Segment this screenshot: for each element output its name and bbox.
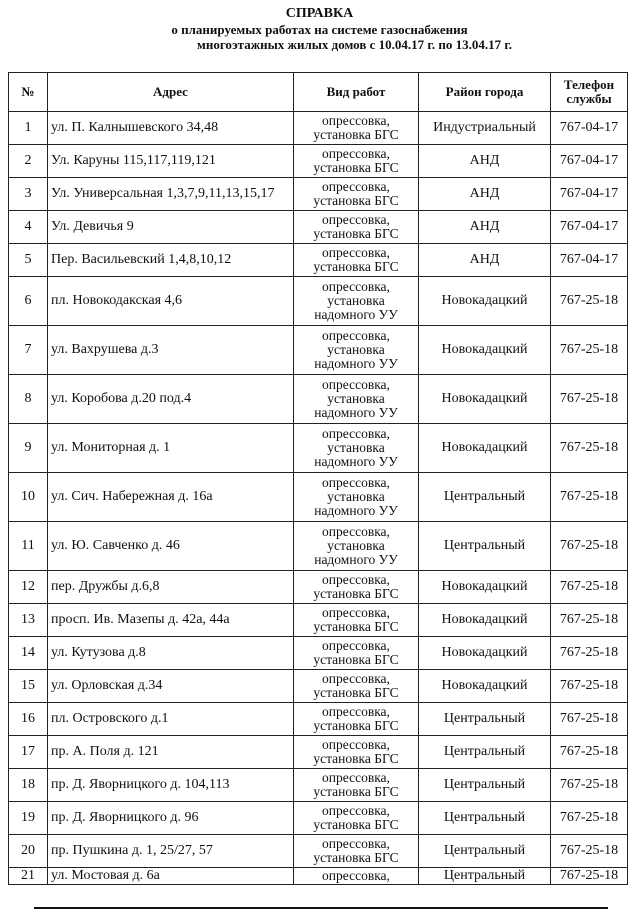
cell-district: Индустриальный	[419, 112, 551, 145]
cell-work	[294, 802, 419, 835]
cell-district: Новокадацкий	[419, 604, 551, 637]
header-phone-line2: службы	[566, 91, 612, 106]
cell-num: 12	[9, 571, 48, 604]
work-line: установка	[327, 391, 385, 406]
cell-work	[294, 604, 419, 637]
table-row	[9, 375, 628, 424]
header-num: №	[9, 73, 48, 112]
cell-address: Пер. Васильевский 1,4,8,10,12	[48, 244, 294, 277]
cell-phone: 767-25-18	[551, 835, 628, 868]
work-line: опрессовка,	[322, 868, 390, 883]
cell-address: ул. Мостовая д. 6а	[48, 868, 294, 885]
cell-num: 7	[9, 326, 48, 375]
work-line: надомного УУ	[314, 405, 398, 420]
cell-work	[294, 178, 419, 211]
cell-num: 14	[9, 637, 48, 670]
work-line: установка	[327, 342, 385, 357]
work-line: опрессовка,	[322, 803, 390, 818]
work-line: надомного УУ	[314, 356, 398, 371]
cell-address: пр. Д. Яворницкого д. 96	[48, 802, 294, 835]
cell-district: АНД	[419, 178, 551, 211]
work-line: установка БГС	[313, 784, 399, 799]
cell-num: 6	[9, 277, 48, 326]
table-row	[9, 424, 628, 473]
header-address: Адрес	[48, 73, 294, 112]
work-line: опрессовка,	[322, 605, 390, 620]
cell-district: Центральный	[419, 703, 551, 736]
cell-address: пр. А. Поля д. 121	[48, 736, 294, 769]
cell-district: Новокадацкий	[419, 326, 551, 375]
cell-district: Центральный	[419, 835, 551, 868]
cell-num: 13	[9, 604, 48, 637]
table-header-row	[9, 73, 628, 112]
cell-phone: 767-25-18	[551, 604, 628, 637]
cell-phone: 767-25-18	[551, 571, 628, 604]
cell-district: Центральный	[419, 769, 551, 802]
cell-district: Новокадацкий	[419, 637, 551, 670]
work-line: установка БГС	[313, 226, 399, 241]
cell-num: 2	[9, 145, 48, 178]
work-line: опрессовка,	[322, 377, 390, 392]
cell-num: 21	[9, 868, 48, 885]
cell-work	[294, 211, 419, 244]
cell-phone: 767-25-18	[551, 868, 628, 885]
work-line: опрессовка,	[322, 770, 390, 785]
cell-district: АНД	[419, 244, 551, 277]
cell-phone: 767-25-18	[551, 522, 628, 571]
work-line: установка БГС	[313, 850, 399, 865]
table-row	[9, 178, 628, 211]
table-row	[9, 244, 628, 277]
table-row	[9, 802, 628, 835]
cell-address: ул. Орловская д.34	[48, 670, 294, 703]
cell-work	[294, 868, 419, 885]
cell-num: 10	[9, 473, 48, 522]
cell-work	[294, 277, 419, 326]
work-line: опрессовка,	[322, 146, 390, 161]
cell-phone: 767-25-18	[551, 769, 628, 802]
work-line: установка БГС	[313, 160, 399, 175]
cell-address: Ул. Девичья 9	[48, 211, 294, 244]
cell-phone: 767-04-17	[551, 211, 628, 244]
table-row	[9, 277, 628, 326]
cell-phone: 767-04-17	[551, 244, 628, 277]
work-line: опрессовка,	[322, 113, 390, 128]
work-line: установка БГС	[313, 619, 399, 634]
work-line: опрессовка,	[322, 426, 390, 441]
cell-num: 19	[9, 802, 48, 835]
cell-work	[294, 637, 419, 670]
cell-phone: 767-25-18	[551, 326, 628, 375]
table-row	[9, 670, 628, 703]
table-body	[9, 112, 628, 885]
cell-num: 11	[9, 522, 48, 571]
cell-phone: 767-04-17	[551, 178, 628, 211]
work-line: установка	[327, 293, 385, 308]
work-line: установка БГС	[313, 652, 399, 667]
cell-phone: 767-25-18	[551, 736, 628, 769]
cell-num: 16	[9, 703, 48, 736]
cell-work	[294, 145, 419, 178]
cell-address: ул. Кутузова д.8	[48, 637, 294, 670]
cell-num: 17	[9, 736, 48, 769]
cell-address: ул. Сич. Набережная д. 16а	[48, 473, 294, 522]
cell-work	[294, 112, 419, 145]
cell-phone: 767-25-18	[551, 637, 628, 670]
table-row	[9, 145, 628, 178]
cell-num: 15	[9, 670, 48, 703]
cell-work	[294, 835, 419, 868]
cell-district: АНД	[419, 145, 551, 178]
work-line: опрессовка,	[322, 638, 390, 653]
table-row	[9, 769, 628, 802]
cell-num: 9	[9, 424, 48, 473]
work-line: опрессовка,	[322, 475, 390, 490]
cell-num: 4	[9, 211, 48, 244]
work-line: установка БГС	[313, 751, 399, 766]
cell-district: Новокадацкий	[419, 670, 551, 703]
cell-phone: 767-25-18	[551, 375, 628, 424]
document-subtitle: о планируемых работах на системе газоснабжения	[171, 22, 468, 37]
table-row	[9, 522, 628, 571]
cell-district: Новокадацкий	[419, 277, 551, 326]
cell-address: пр. Пушкина д. 1, 25/27, 57	[48, 835, 294, 868]
work-line: установка БГС	[313, 817, 399, 832]
cell-phone: 767-25-18	[551, 703, 628, 736]
work-line: установка	[327, 440, 385, 455]
cell-num: 18	[9, 769, 48, 802]
work-line: надомного УУ	[314, 503, 398, 518]
cell-address: пл. Новокодакская 4,6	[48, 277, 294, 326]
table-row	[9, 571, 628, 604]
cell-address: просп. Ив. Мазепы д. 42а, 44а	[48, 604, 294, 637]
cell-work	[294, 522, 419, 571]
work-line: опрессовка,	[322, 279, 390, 294]
document-date-range: многоэтажных жилых домов с 10.04.17 г. по 13.04.17 г.	[196, 37, 512, 52]
cell-num: 5	[9, 244, 48, 277]
cell-district: Центральный	[419, 473, 551, 522]
cell-district: Новокадацкий	[419, 571, 551, 604]
table-row	[9, 736, 628, 769]
cell-address: пер. Дружбы д.6,8	[48, 571, 294, 604]
table-row	[9, 703, 628, 736]
work-line: надомного УУ	[314, 454, 398, 469]
table-row	[9, 326, 628, 375]
cell-district: Новокадацкий	[419, 424, 551, 473]
cell-address: Ул. Универсальная 1,3,7,9,11,13,15,17	[48, 178, 294, 211]
work-line: установка БГС	[313, 586, 399, 601]
work-line: установка БГС	[313, 127, 399, 142]
cell-num: 1	[9, 112, 48, 145]
works-table	[8, 72, 628, 885]
table-row	[9, 868, 628, 885]
cell-phone: 767-25-18	[551, 802, 628, 835]
table-row	[9, 211, 628, 244]
work-line: опрессовка,	[322, 179, 390, 194]
table-row	[9, 112, 628, 145]
cell-work	[294, 473, 419, 522]
cell-address: пр. Д. Яворницкого д. 104,113	[48, 769, 294, 802]
work-line: установка	[327, 489, 385, 504]
work-line: установка БГС	[313, 193, 399, 208]
document-header	[0, 6, 639, 52]
work-line: надомного УУ	[314, 307, 398, 322]
cell-district: Центральный	[419, 522, 551, 571]
work-line: опрессовка,	[322, 524, 390, 539]
cell-address: пл. Островского д.1	[48, 703, 294, 736]
cell-address: ул. Мониторная д. 1	[48, 424, 294, 473]
work-line: опрессовка,	[322, 737, 390, 752]
header-district: Район города	[419, 73, 551, 112]
work-line: опрессовка,	[322, 671, 390, 686]
cell-district: Центральный	[419, 736, 551, 769]
work-line: установка	[327, 538, 385, 553]
work-line: надомного УУ	[314, 552, 398, 567]
cell-work	[294, 244, 419, 277]
header-phone-line1: Телефон	[563, 77, 615, 92]
cell-phone: 767-04-17	[551, 112, 628, 145]
cell-work	[294, 326, 419, 375]
cell-work	[294, 375, 419, 424]
cell-district: Новокадацкий	[419, 375, 551, 424]
document-title: СПРАВКА	[285, 6, 354, 21]
work-line: установка БГС	[313, 259, 399, 274]
cell-district: Центральный	[419, 868, 551, 885]
cell-address: ул. Коробова д.20 под.4	[48, 375, 294, 424]
cell-work	[294, 571, 419, 604]
cell-phone: 767-25-18	[551, 473, 628, 522]
cell-num: 3	[9, 178, 48, 211]
cell-work	[294, 736, 419, 769]
cell-work	[294, 769, 419, 802]
table-row	[9, 473, 628, 522]
cell-district: Центральный	[419, 802, 551, 835]
cell-work	[294, 670, 419, 703]
work-line: опрессовка,	[322, 245, 390, 260]
cell-phone: 767-25-18	[551, 670, 628, 703]
cell-work	[294, 424, 419, 473]
header-work: Вид работ	[294, 73, 419, 112]
work-line: опрессовка,	[322, 704, 390, 719]
cell-num: 8	[9, 375, 48, 424]
bottom-rule	[34, 907, 608, 909]
cell-phone: 767-25-18	[551, 424, 628, 473]
work-line: опрессовка,	[322, 212, 390, 227]
table-row	[9, 835, 628, 868]
work-line: установка БГС	[313, 718, 399, 733]
work-line: опрессовка,	[322, 328, 390, 343]
cell-address: Ул. Каруны 115,117,119,121	[48, 145, 294, 178]
table-row	[9, 604, 628, 637]
work-line: установка БГС	[313, 685, 399, 700]
table-row	[9, 637, 628, 670]
cell-phone: 767-04-17	[551, 145, 628, 178]
cell-work	[294, 703, 419, 736]
work-line: опрессовка,	[322, 572, 390, 587]
cell-address: ул. П. Калнышевского 34,48	[48, 112, 294, 145]
cell-address: ул. Ю. Савченко д. 46	[48, 522, 294, 571]
cell-num: 20	[9, 835, 48, 868]
work-line: опрессовка,	[322, 836, 390, 851]
header-phone	[551, 73, 628, 112]
cell-address: ул. Вахрушева д.3	[48, 326, 294, 375]
cell-district: АНД	[419, 211, 551, 244]
cell-phone: 767-25-18	[551, 277, 628, 326]
